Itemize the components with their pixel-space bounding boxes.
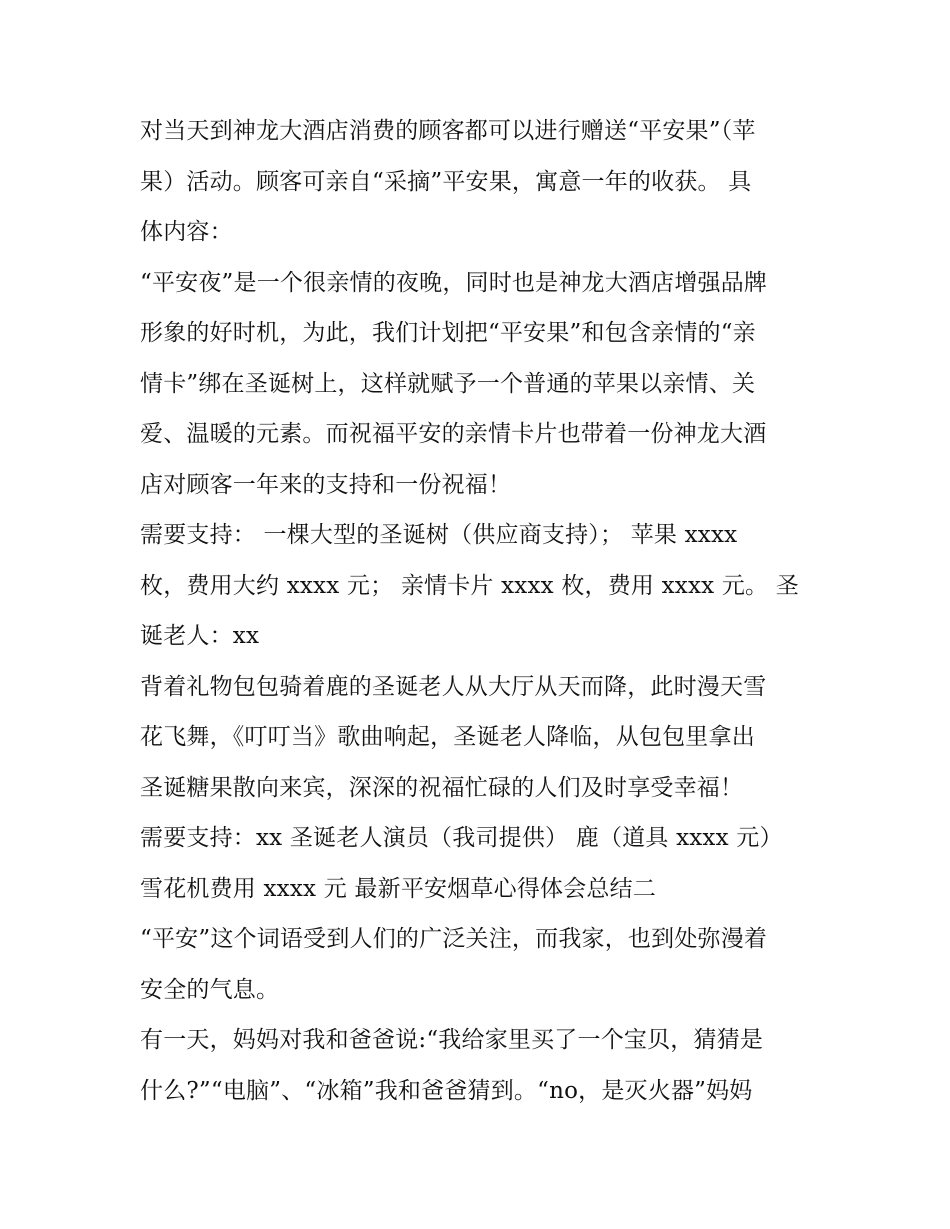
text-line-13: 花飞舞，《叮叮当》歌曲响起，圣诞老人降临，从包包里拿出: [140, 724, 755, 750]
text-line-7: 爱、温暖的元素。而祝福平安的亲情卡片也带着一份神龙大酒: [140, 421, 767, 447]
text-line-9: 需要支持： 一棵大型的圣诞树（供应商支持）； 苹果 xxxx: [140, 522, 738, 548]
text-line-1: 对当天到神龙大酒店消费的顾客都可以进行赠送“平安果”（苹: [140, 118, 756, 144]
text-line-10: 枚，费用大约 xxxx 元； 亲情卡片 xxxx 枚，费用 xxxx 元。 圣: [140, 572, 799, 599]
text-line-12: 背着礼物包包骑着鹿的圣诞老人从大厅从天而降，此时漫天雪: [140, 673, 767, 700]
text-line-14: 圣诞糖果散向来宾，深深的祝福忙碌的人们及时享受幸福！: [140, 774, 744, 801]
text-line-16: 雪花机费用 xxxx 元 最新平安烟草心得体会总结二: [140, 875, 657, 902]
text-line-3: 体内容：: [140, 219, 233, 245]
text-line-19: 有一天，妈妈对我和爸爸说:“我给家里买了一个宝贝，猜猜是: [140, 1027, 764, 1053]
text-line-17: “平安”这个词语受到人们的广泛关注，而我家，也到处弥漫着: [140, 926, 768, 952]
document-body: [140, 106, 830, 1116]
text-line-2: 果）活动。顾客可亲自“采摘”平安果，寓意一年的收获。 具: [140, 168, 752, 195]
text-line-11: 诞老人：xx: [140, 623, 260, 649]
text-line-18: 安全的气息。: [140, 976, 280, 1003]
text-line-4: “平安夜”是一个很亲情的夜晚，同时也是神龙大酒店增强品牌: [140, 269, 768, 296]
text-line-8: 店对顾客一年来的支持和一份祝福！: [140, 471, 512, 498]
text-line-20: 什么?”“电脑”、“冰箱”我和爸爸猜到。“no，是灭火器”妈妈: [140, 1077, 753, 1104]
text-line-5: 形象的好时机，为此，我们计划把“平安果”和包含亲情的“亲: [140, 320, 756, 346]
text-line-6: 情卡”绑在圣诞树上，这样就赋予一个普通的苹果以亲情、关: [140, 370, 756, 397]
text-line-15: 需要支持：xx 圣诞老人演员（我司提供） 鹿（道具 xxxx 元）: [140, 825, 783, 851]
